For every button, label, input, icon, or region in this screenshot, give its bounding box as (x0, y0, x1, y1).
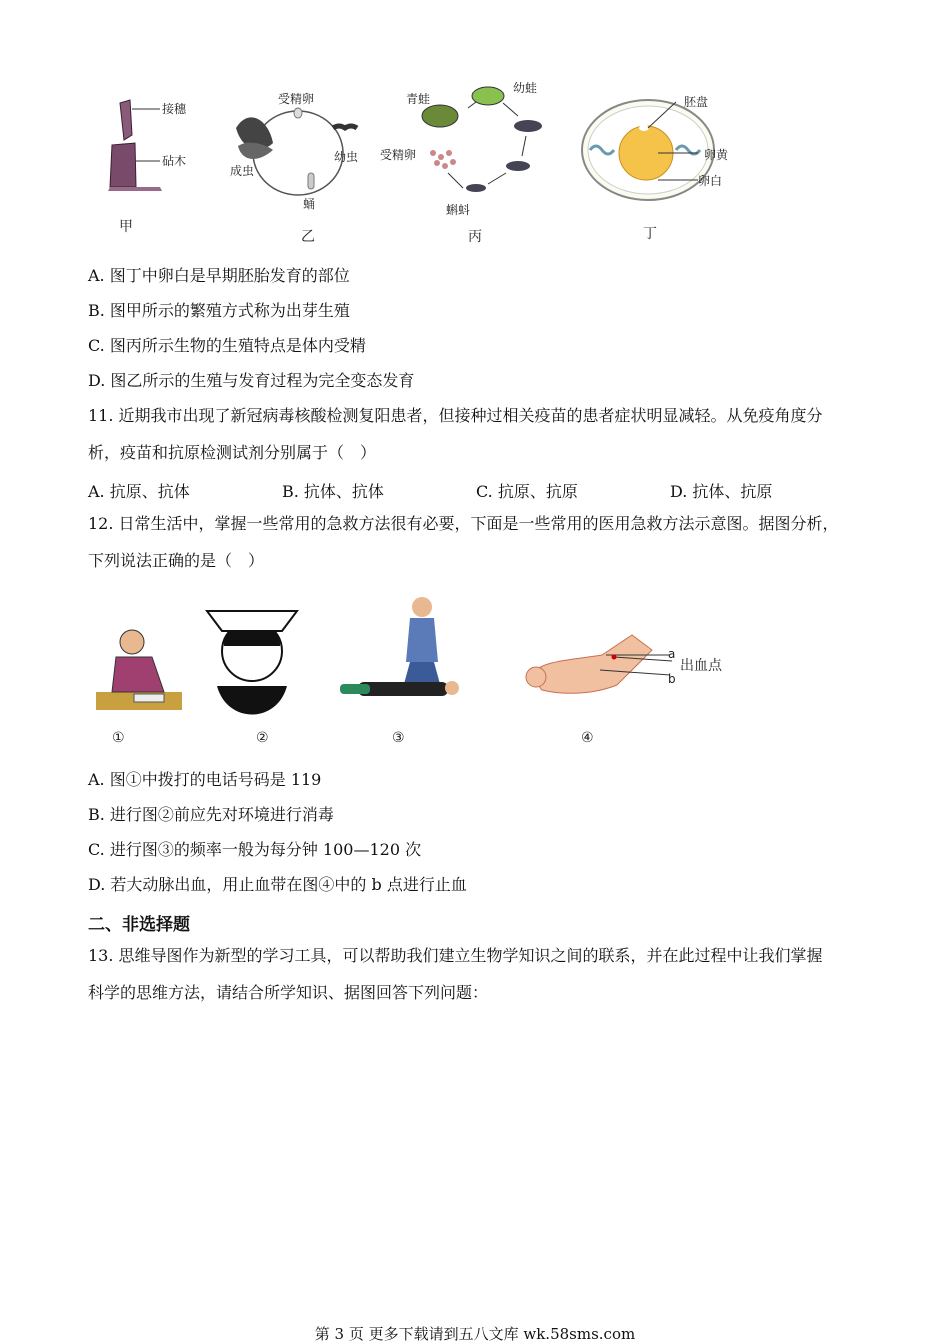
label-yolk: 卵黄 (704, 148, 729, 162)
q10-option-d: D. 图乙所示的生殖与发育过程为完全变态发育 (88, 371, 415, 390)
egg-structure-drawing (578, 88, 758, 203)
phone-call-drawing (94, 622, 186, 714)
q12-option-c: C. 进行图③的频率一般为每分钟 100—120 次 (88, 840, 422, 859)
label-fig-2: ② (256, 730, 269, 746)
section-title-non-choice: 二、非选择题 (88, 915, 190, 935)
label-froglet: 幼蛙 (513, 81, 538, 95)
arm-label-a: a (668, 647, 676, 661)
label-germinal-disc: 胚盘 (684, 95, 709, 109)
caption-ding: 丁 (643, 226, 657, 242)
q10-option-a: A. 图丁中卵白是早期胚胎发育的部位 (88, 266, 350, 285)
heimlich-drawing (202, 606, 302, 724)
label-egg-white: 卵白 (698, 174, 723, 188)
caption-yi: 乙 (301, 229, 315, 245)
arm-label-b: b (668, 672, 676, 686)
q11-option-a: A. 抗原、抗体 (88, 482, 190, 501)
figure-bing-frog-cycle (378, 78, 568, 218)
cpr-drawing (330, 592, 460, 712)
q12-option-a: A. 图①中拨打的电话号码是 119 (88, 770, 322, 789)
q13-stem-line2: 科学的思维方法，请结合所学知识、据图回答下列问题： (88, 983, 489, 1002)
label-larva: 幼虫 (334, 150, 359, 164)
figure-ding-egg-structure (578, 88, 758, 203)
label-adult: 成虫 (230, 164, 255, 178)
q12-option-d: D. 若大动脉出血，用止血带在图④中的 b 点进行止血 (88, 875, 467, 894)
figure-jia-grafting (100, 95, 210, 195)
label-fig-3: ③ (392, 730, 405, 746)
label-fig-1: ① (112, 730, 125, 746)
figure-q12-arm-bleeding (522, 615, 742, 710)
q11-option-b: B. 抗体、抗体 (282, 482, 384, 501)
grafting-drawing (100, 95, 210, 195)
q12-stem-line2: 下列说法正确的是（ ） (88, 551, 265, 570)
label-fertilized-egg: 受精卵 (278, 92, 315, 106)
q10-option-b: B. 图甲所示的繁殖方式称为出芽生殖 (88, 301, 350, 320)
q11-stem-line2: 析，疫苗和抗原检测试剂分别属于（ ） (88, 443, 377, 462)
label-scion: 接穗 (162, 102, 187, 116)
arm-label-bleeding-point: 出血点 (680, 658, 722, 674)
figure-q12-phone-call (94, 622, 186, 714)
caption-jia: 甲 (119, 219, 133, 235)
label-frog: 青蛙 (406, 92, 431, 106)
q11-stem-line1: 11. 近期我市出现了新冠病毒核酸检测复阳患者，但接种过相关疫苗的患者症状明显减轻。从免疫角度分 (88, 406, 823, 425)
q11-option-d: D. 抗体、抗原 (670, 482, 773, 501)
figure-q12-cpr (330, 592, 460, 712)
label-rootstock: 砧木 (162, 154, 187, 168)
q10-option-c: C. 图丙所示生物的生殖特点是体内受精 (88, 336, 366, 355)
q11-option-c: C. 抗原、抗原 (476, 482, 578, 501)
figure-yi-butterfly-cycle (228, 88, 368, 218)
label-tadpole: 蝌蚪 (446, 203, 471, 217)
caption-bing: 丙 (468, 229, 482, 245)
label-fig-4: ④ (581, 730, 594, 746)
q12-option-b: B. 进行图②前应先对环境进行消毒 (88, 805, 334, 824)
figure-q12-heimlich (202, 606, 302, 724)
label-frog-egg: 受精卵 (380, 148, 417, 162)
label-pupa: 蛹 (303, 197, 316, 211)
q12-stem-line1: 12. 日常生活中，掌握一些常用的急救方法很有必要，下面是一些常用的医用急救方法示意图。据图分析， (88, 514, 839, 533)
q13-stem-line1: 13. 思维导图作为新型的学习工具，可以帮助我们建立生物学知识之间的联系，并在此过程中让我们掌握 (88, 946, 823, 965)
page-footer: 第 3 页 更多下载请到五八文库 wk.58sms.com (314, 1325, 636, 1343)
